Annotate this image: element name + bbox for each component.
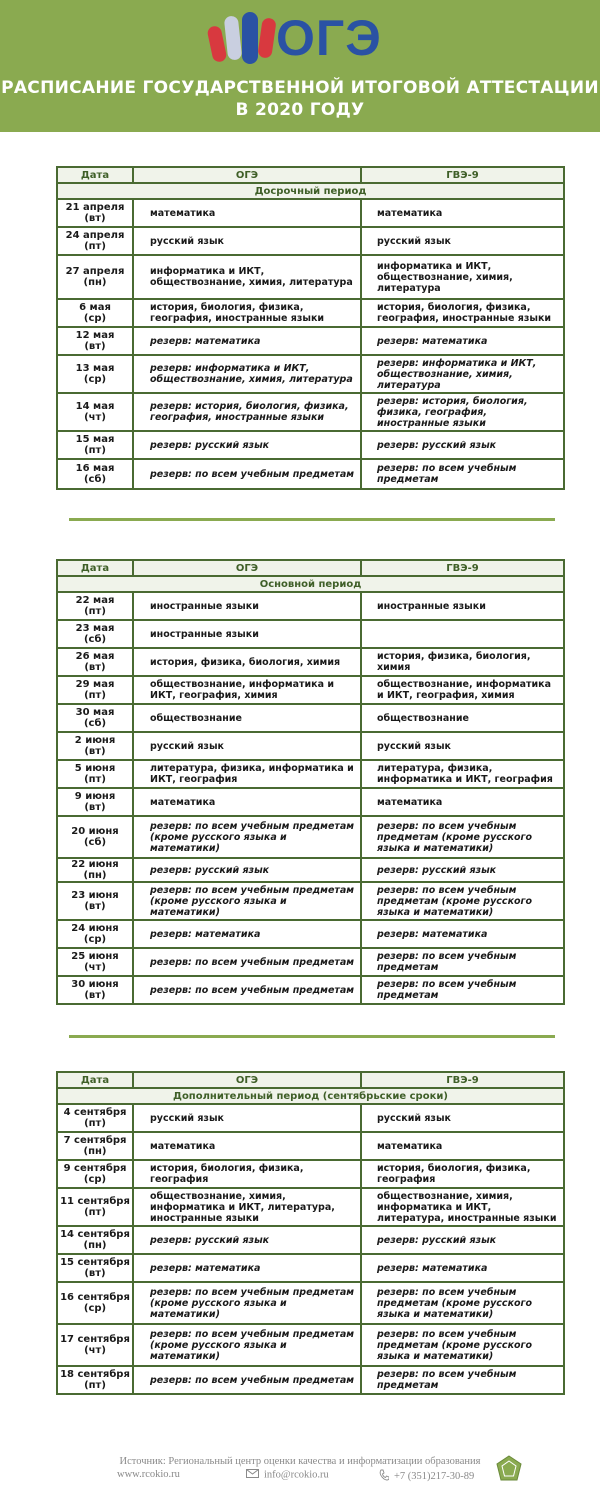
table-row [57, 1160, 564, 1188]
gve-subject-cell: резерв: русский язык [361, 431, 564, 459]
footer-phone-text[interactable]: +7 (351)217-30-89 [394, 1470, 475, 1482]
date-day: 13 мая [75, 363, 115, 374]
date-day: 4 сентября [63, 1107, 127, 1118]
period-title-row [57, 183, 564, 199]
gve-subject-cell: резерв: по всем учебным предметам [361, 948, 564, 976]
gve-subject-cell: информатика и ИКТ, обществознание, химия, литература [361, 255, 564, 299]
oge-logo [210, 6, 400, 72]
early-period-table [56, 166, 565, 490]
column-header-date: Дата [57, 560, 133, 576]
oge-subject-cell: резерв: по всем учебным предметам (кроме русского языка и математики) [133, 882, 361, 920]
date-cell [57, 327, 133, 355]
date-weekday: (сб) [83, 718, 107, 729]
table-row [57, 788, 564, 816]
date-day: 23 июня [71, 890, 119, 901]
date-weekday: (ср) [83, 1174, 107, 1185]
date-cell [57, 788, 133, 816]
date-day: 29 мая [75, 679, 115, 690]
date-day: 12 мая [75, 330, 115, 341]
oge-subject-cell: русский язык [133, 732, 361, 760]
oge-subject-cell: русский язык [133, 227, 361, 255]
period-title: Досрочный период [57, 183, 564, 199]
date-weekday: (вт) [84, 746, 106, 757]
oge-subject-cell: информатика и ИКТ, обществознание, химия, литература [133, 255, 361, 299]
gve-subject-cell: история, физика, биология, химия [361, 648, 564, 676]
table-row [57, 199, 564, 227]
date-cell [57, 1160, 133, 1188]
oge-subject-cell: обществознание [133, 704, 361, 732]
oge-subject-cell: резерв: математика [133, 327, 361, 355]
date-cell [57, 858, 133, 882]
gve-subject-cell: обществознание [361, 704, 564, 732]
header-banner [0, 0, 600, 132]
footer-phone[interactable] [379, 1469, 474, 1484]
oge-subject-cell: история, физика, биология, химия [133, 648, 361, 676]
date-day: 30 мая [75, 707, 115, 718]
date-weekday: (чт) [84, 412, 106, 423]
date-cell [57, 882, 133, 920]
date-cell [57, 255, 133, 299]
column-header-date: Дата [57, 1072, 133, 1088]
column-header-gve: ГВЭ-9 [361, 1072, 564, 1088]
date-day: 6 мая [79, 302, 111, 313]
date-day: 30 июня [71, 979, 119, 990]
date-day: 18 сентября [60, 1369, 130, 1380]
date-cell [57, 1188, 133, 1226]
date-weekday: (пт) [84, 1118, 106, 1129]
main-tbody [57, 560, 564, 1004]
date-day: 5 июня [74, 763, 116, 774]
gve-subject-cell: обществознание, информатика и ИКТ, география, химия [361, 676, 564, 704]
date-cell [57, 648, 133, 676]
table-row [57, 760, 564, 788]
date-cell [57, 816, 133, 858]
rcokio-badge-icon [496, 1455, 522, 1481]
date-weekday: (пт) [84, 1207, 106, 1218]
date-day: 11 сентября [60, 1196, 130, 1207]
logo-figure-blue [242, 12, 258, 64]
column-header-oge: ОГЭ [133, 1072, 361, 1088]
table-row [57, 431, 564, 459]
oge-subject-cell: резерв: по всем учебным предметам [133, 948, 361, 976]
date-weekday: (пт) [84, 774, 106, 785]
date-cell [57, 459, 133, 489]
period-title-row [57, 1088, 564, 1104]
gve-subject-cell: резерв: по всем учебным предметам [361, 459, 564, 489]
additional-period-table [56, 1071, 565, 1395]
oge-subject-cell: математика [133, 199, 361, 227]
table-row [57, 592, 564, 620]
date-cell [57, 299, 133, 327]
date-cell [57, 393, 133, 431]
date-day: 16 мая [75, 463, 115, 474]
oge-subject-cell: резерв: по всем учебным предметам [133, 1366, 361, 1394]
date-weekday: (ср) [83, 313, 107, 324]
date-day: 22 мая [75, 595, 115, 606]
gve-subject-cell: резерв: математика [361, 327, 564, 355]
oge-subject-cell: обществознание, информатика и ИКТ, география, химия [133, 676, 361, 704]
date-weekday: (вт) [84, 662, 106, 673]
oge-subject-cell: история, биология, физика, география, иностранные языки [133, 299, 361, 327]
date-weekday: (сб) [83, 837, 107, 848]
phone-icon [379, 1469, 389, 1484]
table-row [57, 327, 564, 355]
column-header-date: Дата [57, 167, 133, 183]
date-cell [57, 199, 133, 227]
date-weekday: (вт) [84, 341, 106, 352]
gve-subject-cell: математика [361, 788, 564, 816]
oge-subject-cell: математика [133, 1132, 361, 1160]
gve-subject-cell: литература, физика, информатика и ИКТ, география [361, 760, 564, 788]
gve-subject-cell: обществознание, химия, информатика и ИКТ, литература, иностранные языки [361, 1188, 564, 1226]
table-row [57, 1282, 564, 1324]
date-day: 14 мая [75, 401, 115, 412]
date-weekday: (вт) [84, 901, 106, 912]
date-day: 26 мая [75, 651, 115, 662]
table-row [57, 732, 564, 760]
date-day: 9 июня [74, 791, 116, 802]
date-cell [57, 592, 133, 620]
oge-subject-cell: литература, физика, информатика и ИКТ, география [133, 760, 361, 788]
table-row [57, 1132, 564, 1160]
table-row [57, 976, 564, 1004]
table-row [57, 648, 564, 676]
date-day: 9 сентября [63, 1163, 127, 1174]
date-day: 2 июня [74, 735, 116, 746]
date-cell [57, 620, 133, 648]
date-weekday: (пн) [83, 870, 107, 881]
date-weekday: (сб) [83, 474, 107, 485]
date-cell [57, 431, 133, 459]
gve-subject-cell: математика [361, 199, 564, 227]
gve-subject-cell: история, биология, физика, география [361, 1160, 564, 1188]
footer-website-text[interactable]: www.rcokio.ru [117, 1469, 180, 1480]
oge-subject-cell: русский язык [133, 1104, 361, 1132]
date-cell [57, 1254, 133, 1282]
oge-subject-cell: резерв: история, биология, физика, география, иностранные языки [133, 393, 361, 431]
date-day: 22 июня [71, 859, 119, 870]
table-row [57, 676, 564, 704]
date-cell [57, 1324, 133, 1366]
date-day: 14 сентября [60, 1229, 130, 1240]
table-row [57, 459, 564, 489]
date-weekday: (пн) [83, 1146, 107, 1157]
table-row [57, 620, 564, 648]
date-cell [57, 920, 133, 948]
date-weekday: (пн) [83, 277, 107, 288]
section-divider [69, 1035, 555, 1038]
table-row [57, 299, 564, 327]
main-period-table [56, 559, 565, 1005]
table-row [57, 1366, 564, 1394]
date-day: 7 сентября [63, 1135, 127, 1146]
date-weekday: (пт) [84, 606, 106, 617]
date-day: 16 сентября [60, 1292, 130, 1303]
footer-email[interactable] [246, 1469, 329, 1481]
gve-subject-cell: резерв: по всем учебным предметам [361, 976, 564, 1004]
table-row [57, 255, 564, 299]
table-row [57, 704, 564, 732]
date-weekday: (вт) [84, 213, 106, 224]
page-title-line1: РАСПИСАНИЕ ГОСУДАРСТВЕННОЙ ИТОГОВОЙ АТТЕСТАЦИИ [1, 78, 599, 98]
table-row [57, 816, 564, 858]
date-weekday: (ср) [83, 934, 107, 945]
oge-subject-cell: обществознание, химия, информатика и ИКТ, литература, иностранные языки [133, 1188, 361, 1226]
gve-subject-cell: история, биология, физика, география, иностранные языки [361, 299, 564, 327]
date-day: 20 июня [71, 826, 119, 837]
gve-subject-cell: резерв: математика [361, 920, 564, 948]
table-row [57, 1324, 564, 1366]
gve-subject-cell: резерв: русский язык [361, 1226, 564, 1254]
oge-subject-cell: математика [133, 788, 361, 816]
table-row [57, 882, 564, 920]
date-cell [57, 1366, 133, 1394]
table-row [57, 1188, 564, 1226]
oge-subject-cell: резерв: по всем учебным предметам (кроме русского языка и математики) [133, 1324, 361, 1366]
date-day: 24 апреля [65, 230, 125, 241]
date-weekday: (пн) [83, 1240, 107, 1251]
gve-subject-cell: русский язык [361, 227, 564, 255]
table-row [57, 948, 564, 976]
gve-subject-cell: резерв: информатика и ИКТ, обществознание, химия, литература [361, 355, 564, 393]
gve-subject-cell: русский язык [361, 732, 564, 760]
oge-subject-cell: резерв: по всем учебным предметам [133, 459, 361, 489]
date-day: 24 июня [71, 923, 119, 934]
date-cell [57, 704, 133, 732]
page-title [0, 77, 600, 121]
date-cell [57, 1132, 133, 1160]
oge-subject-cell: резерв: математика [133, 920, 361, 948]
date-cell [57, 948, 133, 976]
date-day: 21 апреля [65, 202, 125, 213]
table-header-row [57, 167, 564, 183]
date-cell [57, 355, 133, 393]
date-day: 27 апреля [65, 266, 125, 277]
date-day: 23 мая [75, 623, 115, 634]
logo-figure-red-2 [257, 17, 276, 59]
date-day: 15 сентября [60, 1257, 130, 1268]
period-title-row [57, 576, 564, 592]
date-weekday: (вт) [84, 802, 106, 813]
date-weekday: (пт) [84, 1380, 106, 1391]
oge-subject-cell: резерв: по всем учебным предметам (кроме русского языка и математики) [133, 816, 361, 858]
footer-website[interactable] [117, 1469, 180, 1480]
footer-email-text[interactable]: info@rcokio.ru [264, 1469, 329, 1481]
gve-subject-cell: резерв: по всем учебным предметам (кроме русского языка и математики) [361, 816, 564, 858]
gve-subject-cell: резерв: математика [361, 1254, 564, 1282]
date-weekday: (пт) [84, 445, 106, 456]
period-title: Дополнительный период (сентябрьские сроки) [57, 1088, 564, 1104]
oge-subject-cell: иностранные языки [133, 620, 361, 648]
gve-subject-cell [361, 620, 564, 648]
table-row [57, 1254, 564, 1282]
oge-subject-cell: резерв: по всем учебным предметам [133, 976, 361, 1004]
table-row [57, 393, 564, 431]
date-weekday: (ср) [83, 1303, 107, 1314]
gve-subject-cell: резерв: по всем учебным предметам (кроме русского языка и математики) [361, 1282, 564, 1324]
oge-subject-cell: резерв: русский язык [133, 1226, 361, 1254]
gve-subject-cell: иностранные языки [361, 592, 564, 620]
date-cell [57, 676, 133, 704]
gve-subject-cell: резерв: по всем учебным предметам (кроме русского языка и математики) [361, 1324, 564, 1366]
column-header-gve: ГВЭ-9 [361, 560, 564, 576]
additional-tbody [57, 1072, 564, 1394]
oge-subject-cell: иностранные языки [133, 592, 361, 620]
table-header-row [57, 1072, 564, 1088]
date-cell [57, 1282, 133, 1324]
gve-subject-cell: резерв: русский язык [361, 858, 564, 882]
date-weekday: (пт) [84, 241, 106, 252]
oge-subject-cell: резерв: математика [133, 1254, 361, 1282]
oge-subject-cell: резерв: русский язык [133, 858, 361, 882]
date-weekday: (пт) [84, 690, 106, 701]
oge-subject-cell: резерв: русский язык [133, 431, 361, 459]
table-row [57, 920, 564, 948]
oge-subject-cell: история, биология, физика, география [133, 1160, 361, 1188]
page-title-line2: В 2020 ГОДУ [235, 100, 365, 120]
date-weekday: (сб) [83, 634, 107, 645]
column-header-oge: ОГЭ [133, 167, 361, 183]
table-row [57, 858, 564, 882]
date-cell [57, 976, 133, 1004]
table-row [57, 1104, 564, 1132]
oge-subject-cell: резерв: по всем учебным предметам (кроме русского языка и математики) [133, 1282, 361, 1324]
date-cell [57, 760, 133, 788]
date-weekday: (вт) [84, 1268, 106, 1279]
oge-subject-cell: резерв: информатика и ИКТ, обществознание, химия, литература [133, 355, 361, 393]
envelope-icon [246, 1469, 259, 1481]
date-cell [57, 1104, 133, 1132]
date-weekday: (чт) [84, 1345, 106, 1356]
column-header-gve: ГВЭ-9 [361, 167, 564, 183]
date-weekday: (чт) [84, 962, 106, 973]
date-weekday: (вт) [84, 990, 106, 1001]
date-weekday: (ср) [83, 374, 107, 385]
date-cell [57, 1226, 133, 1254]
table-header-row [57, 560, 564, 576]
early-tbody [57, 167, 564, 489]
logo-brand-text: ОГЭ [276, 10, 382, 66]
date-day: 25 июня [71, 951, 119, 962]
date-day: 17 сентября [60, 1334, 130, 1345]
period-title: Основной период [57, 576, 564, 592]
date-cell [57, 227, 133, 255]
gve-subject-cell: резерв: история, биология, физика, география, иностранные языки [361, 393, 564, 431]
table-row [57, 227, 564, 255]
gve-subject-cell: резерв: по всем учебным предметам [361, 1366, 564, 1394]
gve-subject-cell: русский язык [361, 1104, 564, 1132]
date-day: 15 мая [75, 434, 115, 445]
section-divider [69, 518, 555, 521]
date-cell [57, 732, 133, 760]
gve-subject-cell: математика [361, 1132, 564, 1160]
column-header-oge: ОГЭ [133, 560, 361, 576]
footer-source: Источник: Региональный центр оценки качества и информатизации образования [119, 1456, 481, 1467]
table-row [57, 355, 564, 393]
logo-figure-grey [224, 15, 243, 60]
table-row [57, 1226, 564, 1254]
gve-subject-cell: резерв: по всем учебным предметам (кроме русского языка и математики) [361, 882, 564, 920]
